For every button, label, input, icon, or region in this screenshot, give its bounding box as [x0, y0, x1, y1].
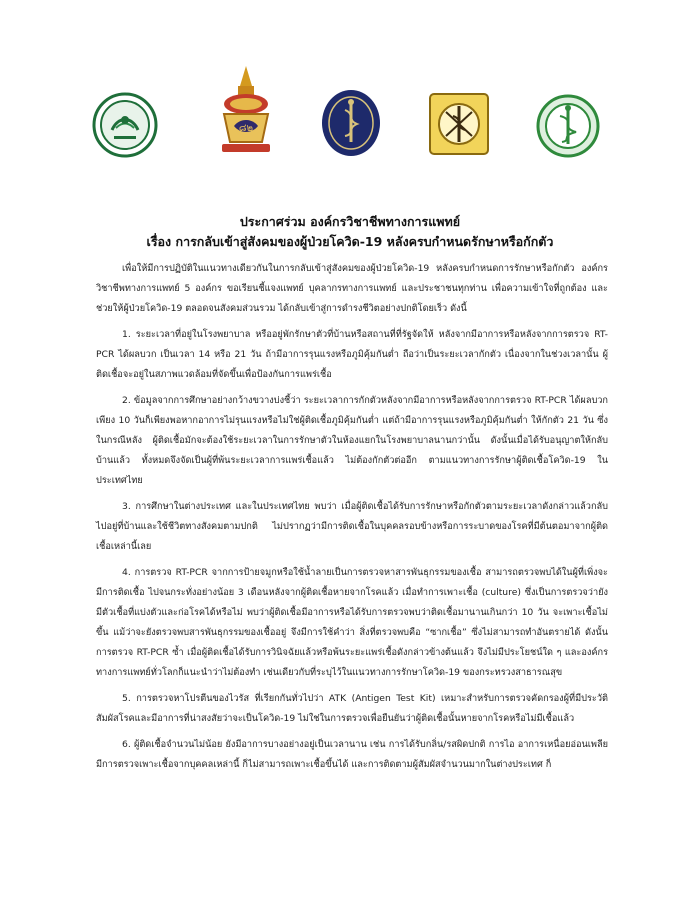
- medical-council-logo: [92, 92, 158, 158]
- ministry-health-logo: [536, 94, 600, 158]
- list-item: 4. การตรวจ RT-PCR จากการป้ายจมูกหรือใช้น้ำลายเป็นการตรวจหาสารพันธุกรรมของเชื้อ สามารถตรวจพบได้ในผู้ที่เพิ่งจะมีการติดเชื้อ ไปจนกระทั่งอย่างน้อย 3 เดือนหลังจากผู้ติดเชื้อหายจากโรคแล้ว เมื่อทำการเพาะเชื้อ (culture) ซึ่งเป็นการตรวจว่ายังมีตัวเชื้อที่แบ่งตัวและก่อโรคได้หรือไม่ พบว่าผู้ติดเชื้อมีอาการหรือได้รับการตรวจพบว่าติดเชื้อมานานเกินกว่า 10 วัน จะเพาะเชื้อไม่ขึ้น แม้ว่าจะยังตรวจพบสารพันธุกรรมของเชื้ออยู่ จึงมีการใช้คำว่า สิ่งที่ตรวจพบคือ “ซากเชื้อ” ซึ่งไม่สามารถทำอันตรายได้ ดังนั้น การตรวจ RT-PCR ซ้ำ เมื่อผู้ติดเชื้อได้รับการวินิจฉัยแล้วหรือพ้นระยะแพร่เชื้อดังกล่าวข้างต้นแล้ว จึงไม่มีประโยชน์ใด ๆ และองค์กรทางการแพทย์ทั่วโลกก็แนะนำว่าไม่ต้องทำ เช่นเดียวกับที่ระบุไว้ในแนวทางการรักษาโควิด-19 ของกระทรวงสาธารณสุข: [96, 567, 608, 678]
- thai-royal-emblem-logo: [214, 64, 278, 160]
- intro-paragraph: เพื่อให้มีการปฏิบัติในแนวทางเดียวกันในการกลับเข้าสู่สังคมของผู้ป่วยโควิด-19 หลังครบกำหนดการรักษาหรือกักตัว องค์กรวิชาชีพทางการแพทย์ 5 องค์กร ขอเรียนชี้แจงแพทย์ บุคลากรทางการแพทย์ และประชาชนทุกท่าน เพื่อความเข้าใจที่ถูกต้อง และช่วยให้ผู้ป่วยโควิด-19 ตลอดจนสังคมส่วนรวม ได้กลับเข้าสู่การดำรงชีวิตอย่างปกติโดยเร็ว ดังนี้: [96, 263, 608, 314]
- announcement-subject: เรื่อง การกลับเข้าสู่สังคมของผู้ป่วยโควิด-19 หลังครบกำหนดรักษาหรือกักตัว: [146, 234, 554, 249]
- svg-text:๘๒: ๘๒: [238, 123, 254, 134]
- list-item: 2. ข้อมูลจากการศึกษาอย่างกว้างขวางบ่งชี้ว่า ระยะเวลาการกักตัวหลังจากมีอาการหรือหลังจากการตรวจ RT-PCR ได้ผลบวกเพียง 10 วันก็เพียงพอหากอาการไม่รุนแรงหรือไม่ใช่ผู้ติดเชื้อภูมิคุ้มกันต่ำ แต่ถ้ามีอาการรุนแรงหรือภูมิคุ้มกันต่ำ ให้กักตัว 21 วัน ซึ่งในกรณีหลัง ผู้ติดเชื้อมักจะต้องใช้ระยะเวลาในการรักษาตัวในห้องแยกในโรงพยาบาลนานกว่านั้น ดังนั้นเมื่อได้รับอนุญาตให้กลับบ้านแล้ว ทั้งหมดจึงจัดเป็นผู้ที่พ้นระยะเวลาการแพร่เชื้อแล้ว ไม่ต้องกักตัวต่ออีก ตามแนวทางการรักษาผู้ติดเชื้อโควิด-19 ในประเทศไทย: [96, 395, 608, 486]
- nursing-council-logo: [428, 92, 490, 156]
- list-item: 5. การตรวจหาโปรตีนของไวรัส ที่เรียกกันทั่วไปว่า ATK (Antigen Test Kit) เหมาะสำหรับการตรวจคัดกรองผู้ที่มีประวัติสัมผัสโรคและมีอาการที่น่าสงสัยว่าจะเป็นโควิด-19 ไม่ใช่ในการตรวจเพื่อยืนยันว่าผู้ติดเชื้อนั้นหายจากโรคหรือไม่มีเชื้อแล้ว: [96, 693, 608, 724]
- list-item: 1. ระยะเวลาที่อยู่ในโรงพยาบาล หรืออยู่พักรักษาตัวที่บ้านหรือสถานที่ที่รัฐจัดให้ หลังจากมีอาการหรือหลังจากการตรวจ RT-PCR ได้ผลบวก เป็นเวลา 14 หรือ 21 วัน ถ้ามีอาการรุนแรงหรือภูมิคุ้มกันต่ำ ถือว่าเป็นระยะเวลากักตัว เนื่องจากในช่วงเวลานั้น ผู้ติดเชื้อจะอยู่ในสภาพแวดล้อมที่จัดขึ้นเพื่อป้องกันการแพร่เชื้อ: [96, 329, 608, 380]
- list-item: 3. การศึกษาในต่างประเทศ และในประเทศไทย พบว่า เมื่อผู้ติดเชื้อได้รับการรักษาหรือกักตัวตามระยะเวลาดังกล่าวแล้วกลับไปอยู่ที่บ้านและใช้ชีวิตทางสังคมตามปกติ ไม่ปรากฏว่ามีการติดเชื้อในบุคคลรอบข้างหรือการระบาดของโรคที่มีต้นตอมาจากผู้ติดเชื้อเหล่านี้เลย: [96, 501, 608, 552]
- medical-association-logo: [320, 88, 382, 158]
- announcement-title: ประกาศร่วม องค์กรวิชาชีพทางการแพทย์: [239, 214, 461, 229]
- logo-row: [0, 64, 700, 164]
- list-item: 6. ผู้ติดเชื้อจำนวนไม่น้อย ยังมีอาการบางอย่างอยู่เป็นเวลานาน เช่น การได้รับกลิ่น/รสผิดปกติ การไอ อาการเหนื่อยอ่อนเพลีย มีการตรวจเพาะเชื้อจากบุคคลเหล่านี้ ก็ไม่สามารถเพาะเชื้อขึ้นได้ และการติดตามผู้สัมผัสจำนวนมากในต่างประเทศ ก็: [96, 739, 608, 770]
- announcement-body: [96, 259, 608, 781]
